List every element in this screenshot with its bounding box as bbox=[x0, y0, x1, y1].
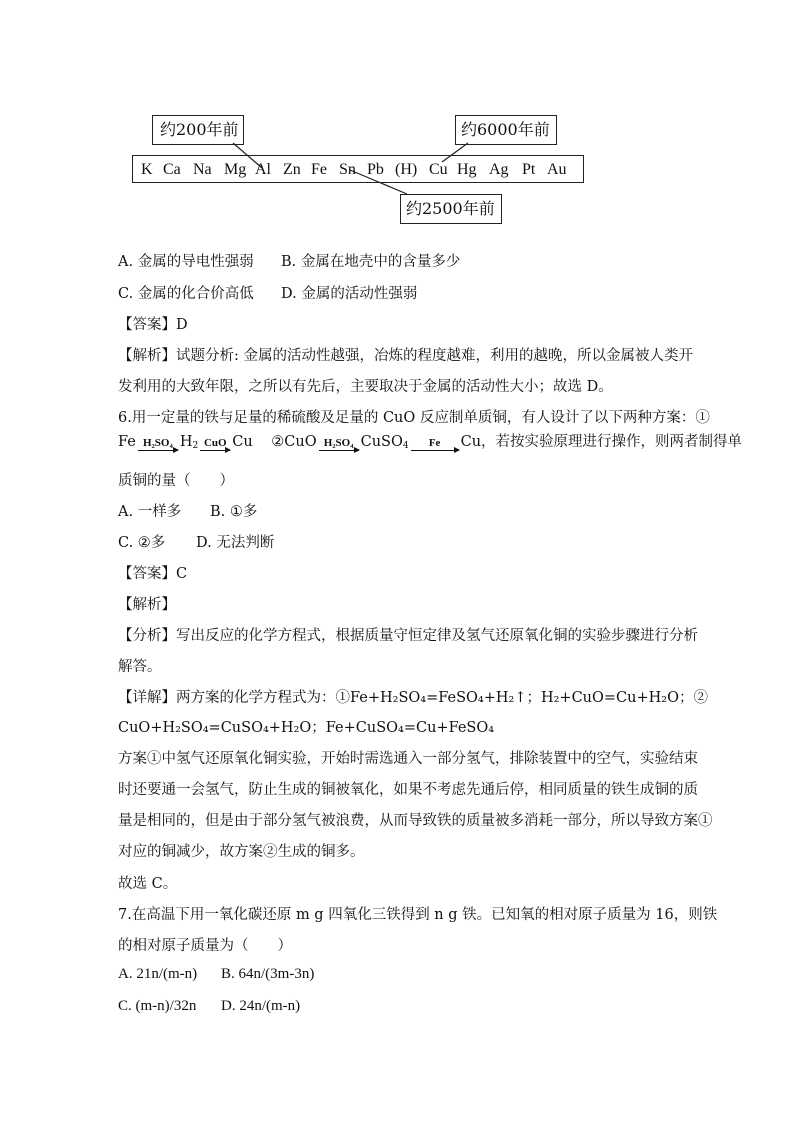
q6-explanation-line-1: 方案①中氢气还原氧化铜实验，开始时需选通入一部分氢气，排除装置中的空气，实验结束 bbox=[118, 751, 698, 767]
q5-answer: 【答案】D bbox=[118, 317, 188, 333]
q7-option-a: A. 21n/(m-n) bbox=[118, 966, 198, 982]
q6-answer: 【答案】C bbox=[118, 566, 188, 582]
metal-symbol: K bbox=[141, 161, 153, 178]
q7-option-d: D. 24n/(m-n) bbox=[221, 998, 301, 1014]
q6-fenxi-line-1: 【分析】写出反应的化学方程式，根据质量守恒定律及氢气还原氧化铜的实验步骤进行分析 bbox=[118, 628, 698, 644]
q6-explanation-line-3: 量是相同的，但是由于部分氢气被浪费，从而导致铁的质量被多消耗一部分，所以导致方案① bbox=[118, 813, 713, 829]
q5-analysis-line-1: 【解析】试题分析: 金属的活动性越强，冶炼的程度越难，利用的越晚，所以金属被人类开 bbox=[118, 348, 693, 364]
q7-option-c: C. (m-n)/32n bbox=[118, 998, 197, 1014]
q5-option-c: C. 金属的化合价高低 bbox=[118, 286, 254, 302]
reaction-arrow-4: Fe bbox=[411, 438, 459, 451]
metal-symbol: Sn bbox=[339, 161, 356, 178]
q6-stem-line-3: 质铜的量（ ） bbox=[118, 473, 234, 489]
reaction-arrow-2: CuO bbox=[200, 438, 230, 451]
metal-symbol: Hg bbox=[457, 161, 477, 178]
metal-symbol: Pb bbox=[367, 161, 384, 178]
metal-symbol: (H) bbox=[395, 161, 418, 178]
metal-symbol: Ca bbox=[163, 161, 181, 178]
q6-option-c: C. ②多 bbox=[118, 535, 166, 551]
metal-symbol: Pt bbox=[522, 161, 536, 178]
metal-symbol: Zn bbox=[283, 161, 301, 178]
q5-option-a: A. 金属的导电性强弱 bbox=[118, 254, 254, 270]
metal-symbol: Al bbox=[255, 161, 271, 178]
metal-symbol: Cu bbox=[429, 161, 448, 178]
q6-explanation-line-2: 时还要通一会氢气，防止生成的铜被氧化，如果不考虑先通后停，相同质量的铁生成铜的质 bbox=[118, 782, 698, 798]
q6-option-a: A. 一样多 bbox=[118, 504, 182, 520]
label-2500-years: 约2500年前 bbox=[400, 194, 502, 224]
label-6000-years: 约6000年前 bbox=[455, 115, 557, 145]
metal-symbol: Mg bbox=[224, 161, 247, 178]
metal-activity-series bbox=[132, 155, 584, 183]
metal-symbol: Fe bbox=[311, 161, 327, 178]
q6-detail-line-2: CuO+H₂SO₄=CuSO₄+H₂O；Fe+CuSO₄=Cu+FeSO₄ bbox=[118, 720, 495, 736]
label-200-years: 约200年前 bbox=[152, 115, 244, 145]
q7-option-b: B. 64n/(3m-3n) bbox=[221, 966, 315, 982]
q7-stem-line-1: 7.在高温下用一氧化碳还原 m g 四氧化三铁得到 n g 铁。已知氧的相对原子质量为 16，则铁 bbox=[118, 907, 718, 923]
metal-symbol: Na bbox=[193, 161, 212, 178]
q6-schemes-line: Fe H₂SO₄ $H_2$ CuO Cu ②CuO H₂SO₄ CuSO$_4$ Fe Cu，若按实验原理进行操作，则两者制得单 bbox=[118, 434, 743, 451]
q6-fenxi-line-2: 解答。 bbox=[118, 659, 162, 675]
reaction-arrow-3: H₂SO₄ bbox=[319, 438, 359, 451]
q6-analysis-heading: 【解析】 bbox=[118, 597, 176, 613]
q6-conclusion: 故选 C。 bbox=[118, 876, 178, 892]
q6-detail-line-1: 【详解】两方案的化学方程式为：①Fe+H₂SO₄=FeSO₄+H₂↑；H₂+CuO=Cu+H₂O；② bbox=[118, 690, 708, 706]
q6-explanation-line-4: 对应的铜减少，故方案②生成的铜多。 bbox=[118, 844, 365, 860]
reaction-arrow-1: H₂SO₄ bbox=[138, 438, 178, 451]
q6-option-d: D. 无法判断 bbox=[196, 535, 275, 551]
metal-symbol: Au bbox=[547, 161, 567, 178]
q5-option-d: D. 金属的活动性强弱 bbox=[281, 286, 418, 302]
metal-symbol: Ag bbox=[489, 161, 509, 178]
q5-analysis-line-2: 发利用的大致年限，之所以有先后，主要取决于金属的活动性大小；故选 D。 bbox=[118, 379, 613, 395]
connector-lines bbox=[0, 0, 794, 260]
q6-option-b: B. ①多 bbox=[210, 504, 258, 520]
q6-stem-line-1: 6.用一定量的铁与足量的稀硫酸及足量的 CuO 反应制单质铜，有人设计了以下两种方案：① bbox=[118, 410, 710, 426]
q5-option-b: B. 金属在地壳中的含量多少 bbox=[281, 254, 461, 270]
q7-stem-line-2: 的相对原子质量为（ ） bbox=[118, 938, 292, 954]
